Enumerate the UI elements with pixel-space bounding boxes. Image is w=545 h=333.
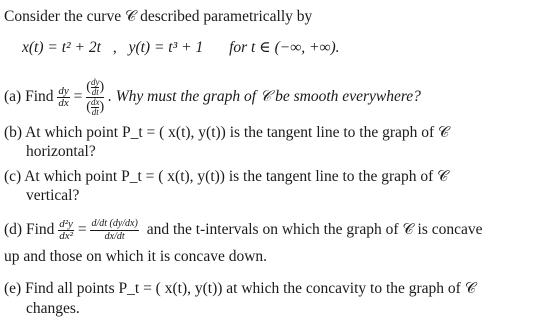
equation-separator: ,	[112, 39, 117, 56]
fraction-denominator: dx	[58, 97, 69, 109]
parametric-derivative-fraction: ( $\frac{dy}{dt}$ ) ( $\frac{dx}{dt}$ )	[86, 77, 105, 117]
fraction-denominator: dx²	[59, 230, 73, 242]
part-a	[4, 78, 421, 117]
formula-denominator: dx/dt	[104, 231, 125, 242]
part-c-line1: (c) At which point P_t = ( x(t), y(t)) is the tangent line to the graph of 𝒞	[4, 168, 449, 185]
dy-dx-fraction	[57, 86, 69, 109]
equals-sign: =	[77, 221, 87, 239]
x-equation: x(t) = t² + 2t	[22, 39, 101, 56]
equals-sign: =	[73, 88, 83, 106]
fraction-numerator: dy	[58, 85, 69, 97]
second-derivative-fraction	[58, 219, 74, 242]
part-a-label: (a) Find	[4, 88, 54, 106]
part-c-line2: vertical?	[26, 187, 80, 204]
part-e-line2: changes.	[26, 300, 80, 317]
domain-text: for t ∈ (−∞, +∞).	[229, 39, 340, 56]
y-equation: y(t) = t³ + 1	[128, 39, 204, 56]
second-derivative-formula	[90, 218, 138, 243]
inner-den: dt	[91, 87, 99, 97]
inner-num: dx	[90, 97, 100, 107]
formula-numerator: d/dt (dy/dx)	[91, 218, 138, 229]
part-d	[4, 218, 483, 243]
equation-line	[22, 39, 340, 57]
part-a-question: . Why must the graph of 𝒞 be smooth everywhere?	[108, 88, 421, 106]
part-d-line2: up and those on which it is concave down.	[4, 248, 268, 265]
inner-den: dt	[91, 107, 99, 117]
fraction-numerator: d²y	[59, 218, 73, 230]
part-d-label: (d) Find	[4, 221, 55, 239]
part-d-tail: and the t-intervals on which the graph of 𝒞 is concave	[146, 221, 483, 239]
part-e-line1: (e) Find all points P_t = ( x(t), y(t)) at which the concavity to the graph of 𝒞	[4, 280, 477, 297]
part-b-line1: (b) At which point P_t = ( x(t), y(t)) is the tangent line to the graph of 𝒞	[4, 124, 450, 141]
inner-num: dy	[90, 77, 100, 87]
part-b-line2: horizontal?	[26, 143, 96, 160]
intro-text: Consider the curve 𝒞 described parametrically by	[4, 8, 313, 25]
